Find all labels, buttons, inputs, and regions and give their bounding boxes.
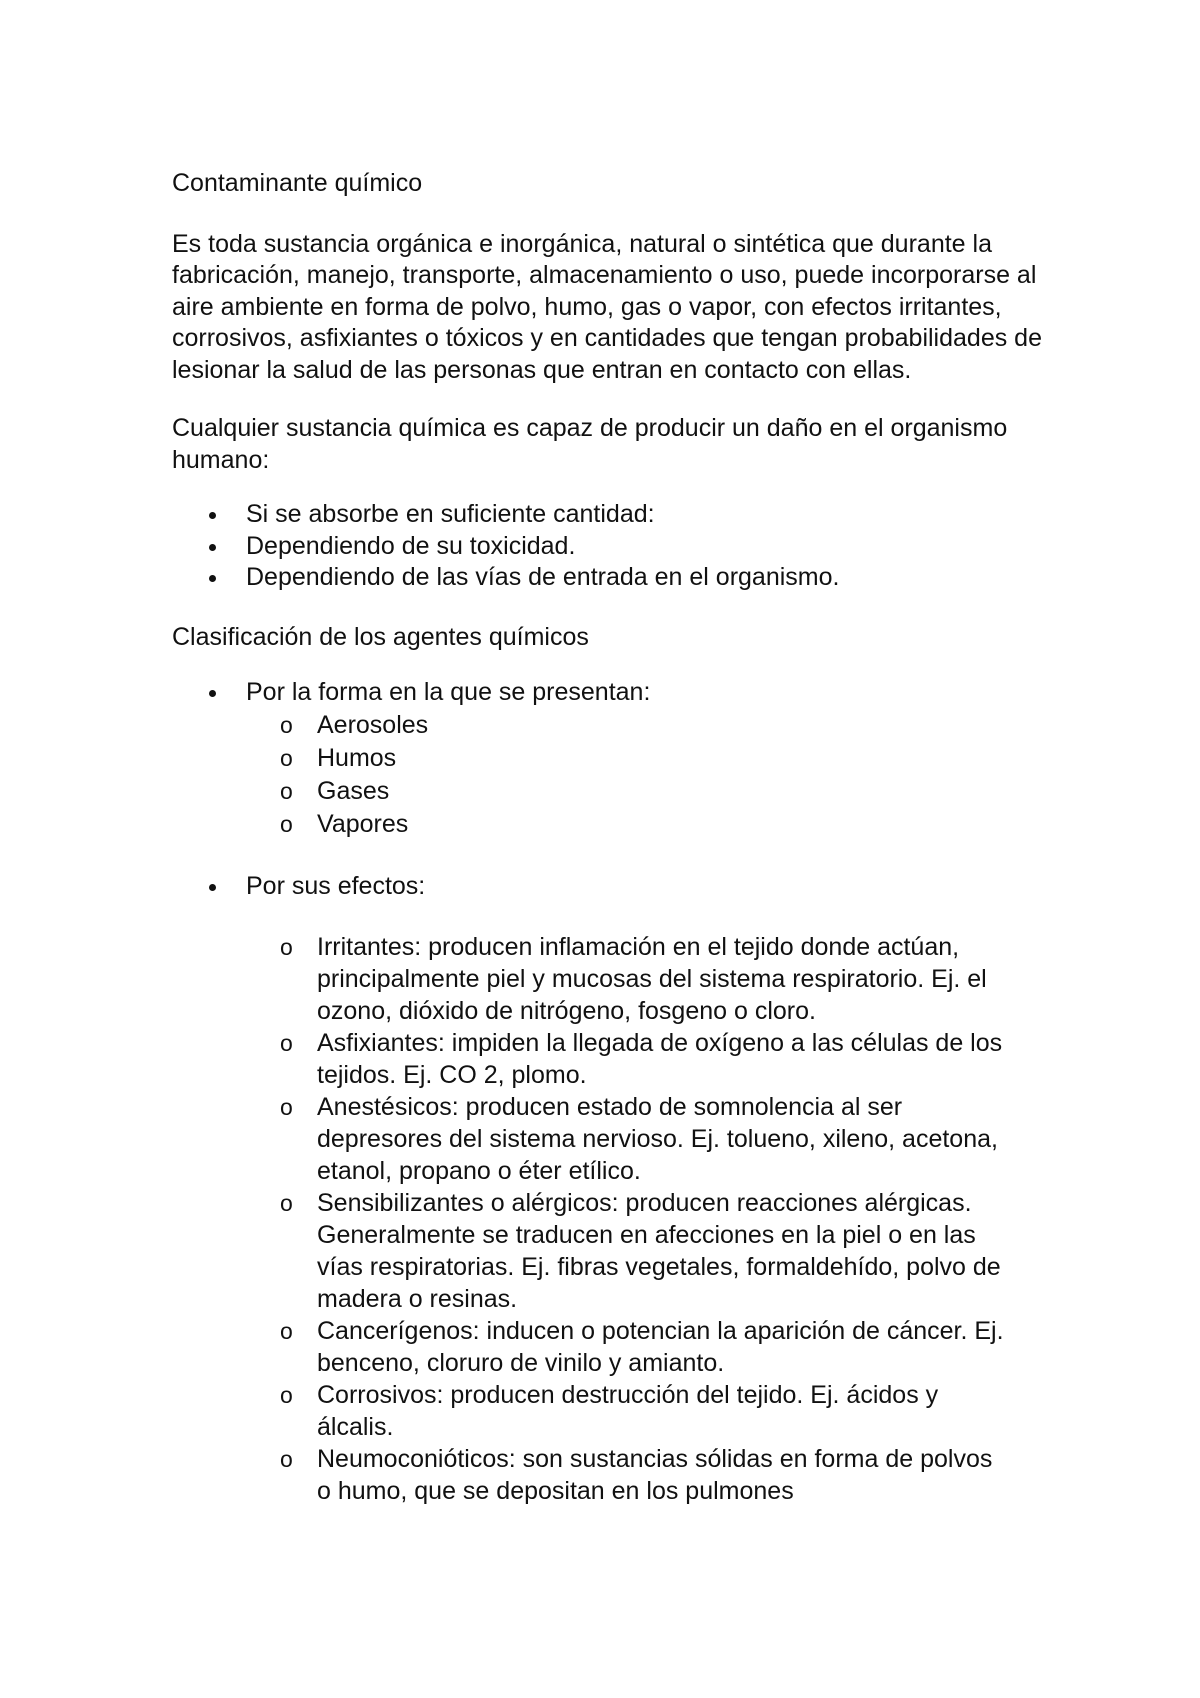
list-item-text: Asfixiantes: impiden la llegada de oxígeno a las células de los tejidos. Ej. CO 2, plomo. <box>317 1029 1003 1089</box>
circle-marker-icon: o <box>280 711 293 738</box>
circle-marker-icon: o <box>280 1190 293 1216</box>
bullet-icon <box>209 544 216 551</box>
bullet-icon <box>209 512 216 519</box>
circle-marker-icon: o <box>280 744 293 771</box>
list-item <box>172 808 1052 841</box>
bullet-icon <box>209 690 216 697</box>
circle-marker-icon: o <box>280 1030 293 1056</box>
list-item-text: Aerosoles <box>317 710 429 739</box>
document-body <box>172 168 1052 1507</box>
list-item <box>172 562 1052 594</box>
bullet-icon <box>209 575 216 582</box>
circle-marker-icon: o <box>280 1094 293 1120</box>
list-item <box>172 1443 1052 1507</box>
definition-paragraph: Es toda sustancia orgánica e inorgánica, natural o sintética que durante la fabricación, manejo, transporte, almacenamiento o uso, puede incorporarse al aire ambiente en forma de polvo, humo, gas o vapor, con efectos irritantes, corrosivos, asfixiantes o tóxicos y en cantidades que tengan probabilidades de lesionar la salud de las personas que entran en contacto con ellas. <box>172 229 1042 384</box>
list-item <box>172 1187 1052 1315</box>
forma-sublist <box>172 709 1052 841</box>
list-item-text: Neumoconióticos: son sustancias sólidas en forma de polvos o humo, que se depositan en los pulmones <box>317 1445 993 1505</box>
efectos-sublist <box>172 931 1052 1507</box>
list-item <box>172 1091 1052 1187</box>
circle-marker-icon: o <box>280 1318 293 1344</box>
list-item-text: Humos <box>317 743 397 772</box>
list-item-text: Dependiendo de las vías de entrada en el organismo. <box>246 563 840 591</box>
bullet-icon <box>209 884 216 891</box>
list-item <box>172 775 1052 808</box>
circle-marker-icon: o <box>280 810 293 837</box>
list-item <box>172 709 1052 742</box>
list-item-text: Irritantes: producen inflamación en el tejido donde actúan, principalmente piel y mucosas del sistema respiratorio. Ej. el ozono, dióxido de nitrógeno, fosgeno o cloro. <box>317 933 987 1025</box>
classification-list <box>172 677 1052 1507</box>
damage-conditions-list <box>172 499 1052 594</box>
circle-marker-icon: o <box>280 934 293 960</box>
list-item <box>172 1027 1052 1091</box>
list-item <box>172 677 1052 841</box>
list-item-text: Vapores <box>317 809 409 838</box>
circle-marker-icon: o <box>280 777 293 804</box>
document-heading: Contaminante químico <box>172 169 423 197</box>
list-item <box>172 742 1052 775</box>
list-item-text: Cancerígenos: inducen o potencian la aparición de cáncer. Ej. benceno, cloruro de vinilo y amianto. <box>317 1317 1004 1377</box>
list-item-text: Gases <box>317 776 390 805</box>
damage-intro-paragraph: Cualquier sustancia química es capaz de producir un daño en el organismo humano: <box>172 414 1008 474</box>
list-item <box>172 499 1052 531</box>
list-item-text: Por sus efectos: <box>246 871 426 900</box>
list-item <box>172 871 1052 1508</box>
list-item-text: Por la forma en la que se presentan: <box>246 678 651 706</box>
list-item <box>172 931 1052 1027</box>
classification-heading: Clasificación de los agentes químicos <box>172 622 589 651</box>
list-item-text: Corrosivos: producen destrucción del tejido. Ej. ácidos y álcalis. <box>317 1381 939 1441</box>
circle-marker-icon: o <box>280 1446 293 1472</box>
list-item-text: Sensibilizantes o alérgicos: producen reacciones alérgicas. Generalmente se traducen en afecciones en la piel o en las vías respiratorias. Ej. fibras vegetales, formaldehído, polvo de madera o resinas. <box>317 1189 1001 1313</box>
list-item <box>172 531 1052 563</box>
list-item-text: Dependiendo de su toxicidad. <box>246 531 576 560</box>
list-item <box>172 1379 1052 1443</box>
list-item-text: Si se absorbe en suficiente cantidad: <box>246 500 655 528</box>
circle-marker-icon: o <box>280 1382 293 1408</box>
list-item-text: Anestésicos: producen estado de somnolencia al ser depresores del sistema nervioso. Ej. tolueno, xileno, acetona, etanol, propano o éter etílico. <box>317 1093 998 1185</box>
list-item <box>172 1315 1052 1379</box>
